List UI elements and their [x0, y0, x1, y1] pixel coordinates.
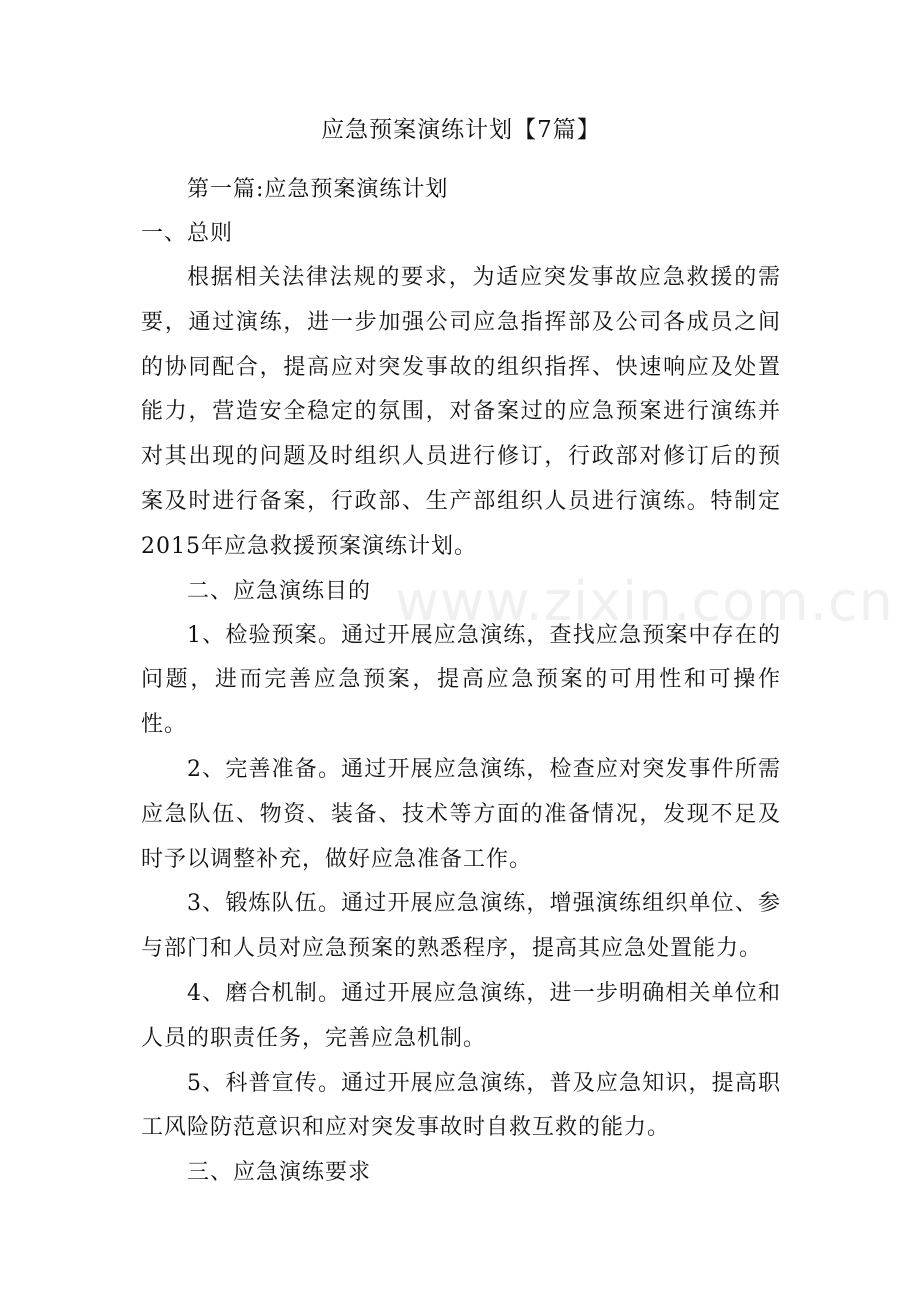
- section-heading-general: 一、总则: [141, 221, 234, 246]
- document-body: [141, 108, 781, 1195]
- purpose-item: 1、检验预案。通过开展应急演练，查找应急预案中存在的问题，进而完善应急预案，提高应急预案的可用性和可操作性。: [141, 622, 781, 738]
- document-title: 应急预案演练计划【7篇】: [321, 117, 601, 143]
- part-title: 第一篇:应急预案演练计划: [187, 177, 449, 202]
- purpose-item: 3、锻炼队伍。通过开展应急演练，增强演练组织单位、参与部门和人员对应急预案的熟悉程序，提高其应急处置能力。: [141, 891, 781, 962]
- purpose-item: 2、完善准备。通过开展应急演练，检查应对突发事件所需应急队伍、物资、装备、技术等方面的准备情况，发现不足及时予以调整补充，做好应急准备工作。: [141, 756, 781, 872]
- section-general-paragraph: 根据相关法律法规的要求，为适应突发事故应急救援的需要，通过演练，进一步加强公司应急指挥部及公司各成员之间的协同配合，提高应对突发事故的组织指挥、快速响应及处置能力，营造安全稳定的氛围，对备案过的应急预案进行演练并对其出现的问题及时组织人员进行修订，行政部对修订后的预案及时进行备案，行政部、生产部组织人员进行演练。特制定2015年应急救援预案演练计划。: [141, 265, 781, 559]
- purpose-item: 5、科普宣传。通过开展应急演练，普及应急知识，提高职工风险防范意识和应对突发事故时自救互救的能力。: [141, 1070, 781, 1141]
- watermark-text: www.zixin.com.cn: [395, 570, 894, 633]
- section-heading-purpose: 二、应急演练目的: [187, 578, 372, 604]
- section-heading-requirements: 三、应急演练要求: [187, 1160, 372, 1186]
- purpose-item: 4、磨合机制。通过开展应急演练，进一步明确相关单位和人员的职责任务，完善应急机制。: [141, 980, 781, 1051]
